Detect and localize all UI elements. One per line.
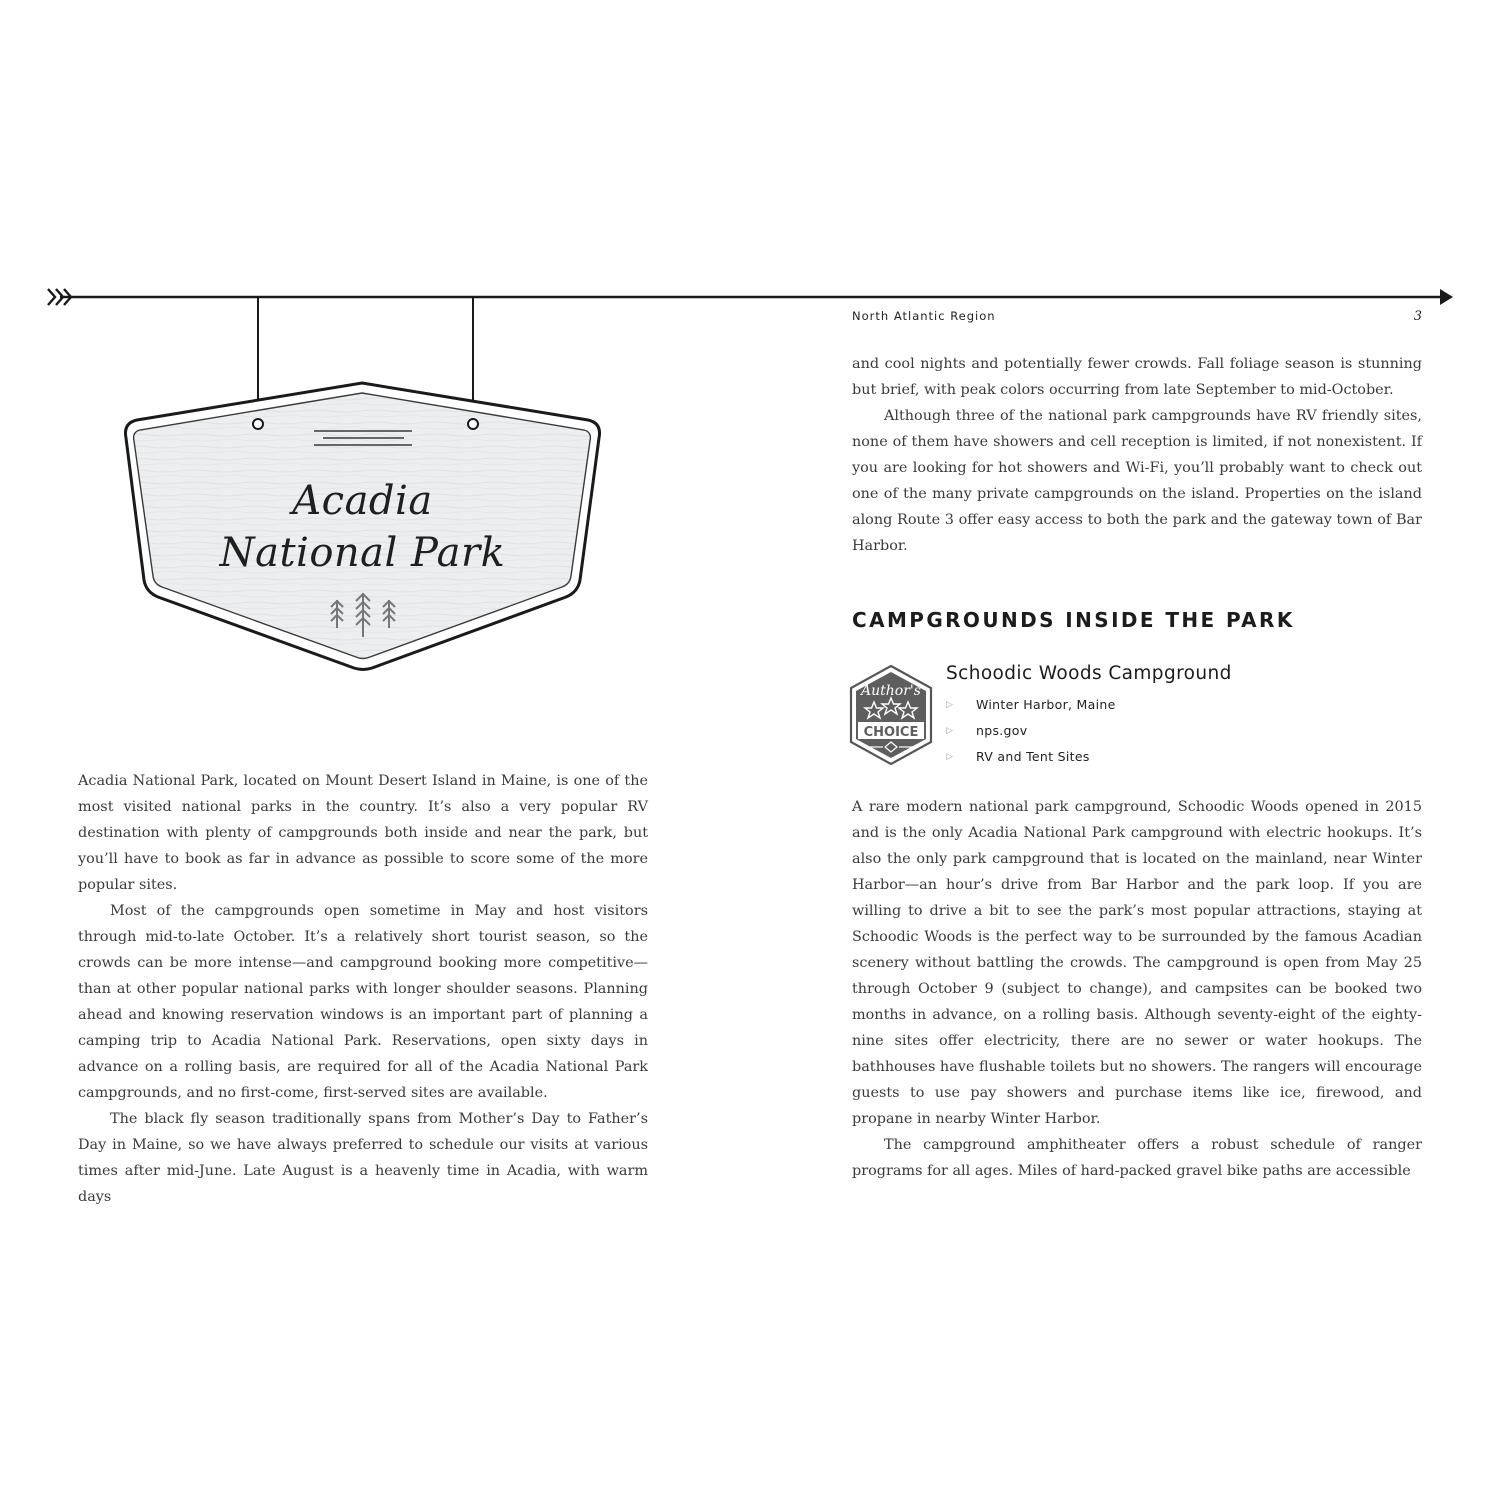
sign-title-line-1: Acadia: [292, 478, 433, 524]
campground-facts: [946, 692, 1116, 770]
paragraph: Most of the campgrounds open sometime in May and host visitors through mid-to-late October. It’s a relatively short tourist season, so the crowds can be more intense—and campground booking more competitive—than at other popular national parks with longer shoulder seasons. Planning ahead and knowing reservation windows is an important part of planning a camping trip to Acadia National Park. Reservations, open sixty days in advance on a rolling basis, are required for all of the Acadia National Park campgrounds, and no first-come, first-served sites are available.: [78, 903, 648, 1101]
badge-line-1: Author's: [861, 683, 921, 699]
paragraph: The black fly season traditionally spans from Mother’s Day to Father’s Day in Maine, so we have always preferred to schedule our visits at various times after mid-June. Late August is a heavenly time in Acadia, with warm days: [78, 1111, 648, 1205]
paragraph: Acadia National Park, located on Mount Desert Island in Maine, is one of the most visited national parks in the country. It’s also a very popular RV destination with plenty of campgrounds both inside and near the park, but you’ll have to book as far in advance as possible to score some of the more popular sites.: [78, 773, 648, 893]
park-sign: [125, 383, 599, 670]
authors-choice-badge: [849, 664, 933, 766]
running-head-section: North Atlantic Region: [852, 309, 996, 323]
paragraph: and cool nights and potentially fewer crowds. Fall foliage season is stunning but brief, with peak colors occurring from late September to mid-October.: [852, 356, 1422, 398]
fact-website: ▷ nps.gov: [946, 718, 1116, 744]
campground-name: Schoodic Woods Campground: [946, 663, 1232, 684]
page-number: 3: [1413, 309, 1422, 324]
running-head: [852, 309, 1422, 323]
paragraph: Although three of the national park campgrounds have RV friendly sites, none of them have showers and cell reception is limited, if not nonexistent. If you are looking for hot showers and Wi-Fi, you’ll probably want to check out one of the many private campgrounds on the island. Properties on the island along Route 3 offer easy access to both the park and the gateway town of Bar Harbor.: [852, 408, 1422, 554]
right-column-bottom-text: [852, 794, 1422, 1184]
fact-site-types: ▷ RV and Tent Sites: [946, 744, 1116, 770]
triangle-bullet-icon: ▷: [946, 700, 954, 710]
right-column-top-text: [852, 351, 1422, 559]
triangle-bullet-icon: ▷: [946, 726, 954, 736]
triangle-bullet-icon: ▷: [946, 752, 954, 762]
fact-location: ▷ Winter Harbor, Maine: [946, 692, 1116, 718]
paragraph: The campground amphitheater offers a robust schedule of ranger programs for all ages. Miles of hard-packed gravel bike paths are accessible: [852, 1137, 1422, 1179]
paragraph: A rare modern national park campground, Schoodic Woods opened in 2015 and is the only Acadia National Park campground with electric hookups. It’s also the only park campground that is located on the mainland, near Winter Harbor—an hour’s drive from Bar Harbor and the park loop. If you are willing to drive a bit to see the park’s most popular attractions, staying at Schoodic Woods is the perfect way to be surrounded by the famous Acadian scenery without battling the crowds. The campground is open from May 25 through October 9 (subject to change), and campsites can be booked two months in advance, on a rolling basis. Although seventy-eight of the eighty-nine sites offer electricity, there are no sewer or water hookups. The bathhouses have flushable toilets but no showers. The rangers will encourage guests to use pay showers and purchase items like ice, firewood, and propane in nearby Winter Harbor.: [852, 799, 1422, 1127]
left-column-text: [78, 768, 648, 1210]
section-heading: CAMPGROUNDS INSIDE THE PARK: [852, 608, 1295, 632]
sign-title-line-2: National Park: [219, 530, 506, 576]
badge-line-2: CHOICE: [863, 725, 919, 740]
